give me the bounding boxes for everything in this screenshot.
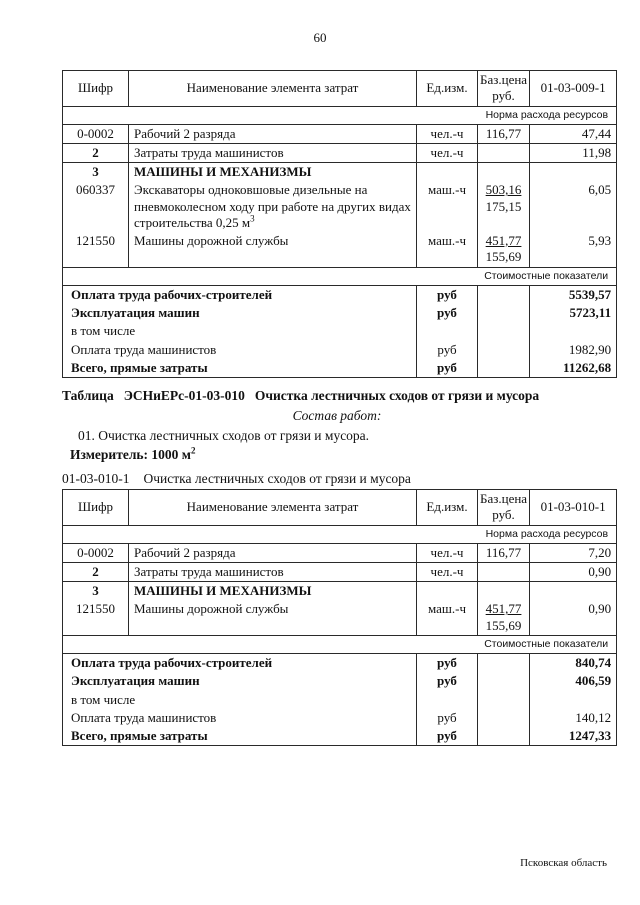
value-cell: 7,20 — [530, 543, 617, 562]
unit-cell: маш.-ч — [417, 600, 478, 635]
unit-cell: руб — [417, 672, 478, 690]
header-base-price-line1: Баз.цена — [480, 491, 528, 506]
value-cell: 0,90 — [530, 600, 617, 635]
base-price-cell — [478, 322, 530, 340]
table-title-label: Таблица — [62, 388, 114, 403]
base-price-cell — [478, 691, 530, 709]
unit-cell: руб — [417, 727, 478, 746]
superscript: 3 — [250, 213, 255, 224]
value-cell: 11,98 — [530, 143, 617, 162]
value-cell — [530, 163, 617, 182]
band-row — [63, 106, 617, 124]
base-price-denominator: 175,15 — [485, 198, 522, 214]
unit-cell: маш.-ч — [417, 232, 478, 267]
base-price-cell — [478, 562, 530, 581]
unit-cell: руб — [417, 285, 478, 304]
table-row — [63, 232, 617, 267]
cost-row-total — [63, 727, 617, 746]
cost-name-cell: Оплата труда машинистов — [63, 709, 417, 727]
unit-cell — [417, 163, 478, 182]
unit-cell: руб — [417, 709, 478, 727]
cost-row — [63, 654, 617, 673]
base-price-numerator: 451,77 — [485, 601, 522, 617]
base-price-cell — [478, 582, 530, 601]
code-cell: 0-0002 — [63, 543, 129, 562]
measure-unit-text: Измеритель: 1000 м — [70, 447, 191, 462]
unit-cell: чел.-ч — [417, 543, 478, 562]
base-price-denominator: 155,69 — [485, 249, 522, 265]
base-price-cell — [478, 600, 530, 635]
norm-code-line — [62, 471, 612, 487]
header-unit: Ед.изм. — [417, 71, 478, 107]
code-cell: 2 — [63, 143, 129, 162]
value-cell: 11262,68 — [530, 359, 617, 378]
value-cell: 1982,90 — [530, 341, 617, 359]
table-title-text: Очистка лестничных сходов от грязи и мусора — [254, 388, 540, 403]
code-cell: 121550 — [63, 232, 129, 267]
section-title-cell: МАШИНЫ И МЕХАНИЗМЫ — [129, 163, 417, 182]
value-cell — [530, 322, 617, 340]
band-row — [63, 525, 617, 543]
value-cell: 406,59 — [530, 672, 617, 690]
value-cell: 1247,33 — [530, 727, 617, 746]
table-row — [63, 562, 617, 581]
value-cell: 140,12 — [530, 709, 617, 727]
table-row — [63, 124, 617, 143]
cost-name-cell: Эксплуатация машин — [63, 672, 417, 690]
name-line: пневмоколесном ходу при работе на других видах — [134, 198, 411, 214]
table-row — [63, 543, 617, 562]
cost-row — [63, 691, 617, 709]
cost-name-cell: Всего, прямые затраты — [63, 727, 417, 746]
cost-row — [63, 322, 617, 340]
code-cell: 121550 — [63, 600, 129, 635]
unit-cell: руб — [417, 341, 478, 359]
header-name: Наименование элемента затрат — [129, 71, 417, 107]
base-price-cell — [478, 341, 530, 359]
name-cell: Затраты труда машинистов — [129, 562, 417, 581]
base-price-numerator: 503,16 — [485, 182, 522, 198]
table-header-row — [63, 490, 617, 526]
cost-row — [63, 341, 617, 359]
page-number: 60 — [313, 30, 327, 45]
unit-cell — [417, 322, 478, 340]
header-base-price-line2: руб. — [492, 507, 515, 523]
work-composition-item: 01. Очистка лестничных сходов от грязи и мусора. — [78, 428, 370, 443]
header-shifr: Шифр — [63, 71, 129, 107]
table-row — [63, 163, 617, 182]
superscript: 2 — [191, 445, 196, 456]
table-row — [63, 143, 617, 162]
base-price-cell: 116,77 — [478, 543, 530, 562]
value-cell: 0,90 — [530, 562, 617, 581]
name-cell: Машины дорожной службы — [129, 600, 417, 635]
work-composition-label: Состав работ: — [292, 408, 382, 423]
header-base-price-line1: Баз.цена — [480, 72, 528, 87]
table-row — [63, 600, 617, 635]
header-shifr: Шифр — [63, 490, 129, 526]
base-price-cell — [478, 304, 530, 322]
base-price-cell — [478, 181, 530, 232]
base-price-cell — [478, 672, 530, 690]
section-title-cell: МАШИНЫ И МЕХАНИЗМЫ — [129, 582, 417, 601]
cost-name-cell: Всего, прямые затраты — [63, 359, 417, 378]
band-cost: Стоимостные показатели — [63, 267, 617, 285]
cost-name-cell: в том числе — [63, 322, 417, 340]
base-price-numerator: 451,77 — [485, 233, 522, 249]
band-norma: Норма расхода ресурсов — [63, 106, 617, 124]
table-heading-block — [62, 388, 612, 487]
band-norma: Норма расхода ресурсов — [63, 525, 617, 543]
cost-name-cell: в том числе — [63, 691, 417, 709]
table-row — [63, 582, 617, 601]
code-cell: 2 — [63, 562, 129, 581]
measure-unit-line — [62, 447, 612, 463]
unit-cell: маш.-ч — [417, 181, 478, 232]
band-cost: Стоимостные показатели — [63, 635, 617, 653]
base-price-cell — [478, 163, 530, 182]
name-cell: Рабочий 2 разряда — [129, 543, 417, 562]
base-price-cell — [478, 709, 530, 727]
unit-cell: чел.-ч — [417, 124, 478, 143]
code-cell: 3 — [63, 163, 129, 182]
value-cell: 5,93 — [530, 232, 617, 267]
header-base-price — [478, 71, 530, 107]
code-cell: 3 — [63, 582, 129, 601]
base-price-cell — [478, 727, 530, 746]
value-cell: 47,44 — [530, 124, 617, 143]
code-cell: 0-0002 — [63, 124, 129, 143]
base-price-cell: 116,77 — [478, 124, 530, 143]
unit-cell: чел.-ч — [417, 562, 478, 581]
unit-cell: руб — [417, 359, 478, 378]
unit-cell — [417, 582, 478, 601]
region-footer-note: Псковская область — [520, 857, 607, 869]
cost-name-cell: Оплата труда машинистов — [63, 341, 417, 359]
value-cell — [530, 691, 617, 709]
name-cell: Затраты труда машинистов — [129, 143, 417, 162]
base-price-cell — [478, 654, 530, 673]
name-line: Экскаваторы одноковшовые дизельные на — [134, 182, 368, 198]
header-norm-code: 01-03-010-1 — [530, 490, 617, 526]
cost-table-01-03-009-1 — [62, 70, 617, 378]
value-cell: 5723,11 — [530, 304, 617, 322]
value-cell — [530, 582, 617, 601]
norm-code: 01-03-010-1 — [62, 471, 130, 486]
cost-name-cell: Оплата труда рабочих-строителей — [63, 285, 417, 304]
band-row — [63, 267, 617, 285]
unit-cell: руб — [417, 654, 478, 673]
base-price-cell — [478, 359, 530, 378]
name-cell — [129, 181, 417, 232]
base-price-cell — [478, 285, 530, 304]
base-price-denominator: 155,69 — [485, 617, 522, 633]
header-unit: Ед.изм. — [417, 490, 478, 526]
cost-row — [63, 285, 617, 304]
header-norm-code: 01-03-009-1 — [530, 71, 617, 107]
table-header-row — [63, 71, 617, 107]
name-cell: Рабочий 2 разряда — [129, 124, 417, 143]
name-line: строительства 0,25 м — [134, 214, 251, 230]
cost-name-cell: Оплата труда рабочих-строителей — [63, 654, 417, 673]
value-cell: 840,74 — [530, 654, 617, 673]
value-cell: 6,05 — [530, 181, 617, 232]
header-base-price-line2: руб. — [492, 88, 515, 104]
unit-cell: руб — [417, 304, 478, 322]
base-price-cell — [478, 232, 530, 267]
cost-row-total — [63, 359, 617, 378]
cost-row — [63, 304, 617, 322]
table-title-code: ЭСНиЕРс-01-03-010 — [123, 388, 245, 403]
table-title — [62, 388, 612, 404]
name-cell: Машины дорожной службы — [129, 232, 417, 267]
unit-cell — [417, 691, 478, 709]
cost-row — [63, 709, 617, 727]
cost-row — [63, 672, 617, 690]
value-cell: 5539,57 — [530, 285, 617, 304]
band-row — [63, 635, 617, 653]
table-row — [63, 181, 617, 232]
cost-name-cell: Эксплуатация машин — [63, 304, 417, 322]
unit-cell: чел.-ч — [417, 143, 478, 162]
code-cell: 060337 — [63, 181, 129, 232]
norm-code-name: Очистка лестничных сходов от грязи и мусора — [143, 471, 411, 486]
header-base-price — [478, 490, 530, 526]
base-price-cell — [478, 143, 530, 162]
header-name: Наименование элемента затрат — [129, 490, 417, 526]
cost-table-01-03-010-1 — [62, 489, 617, 746]
